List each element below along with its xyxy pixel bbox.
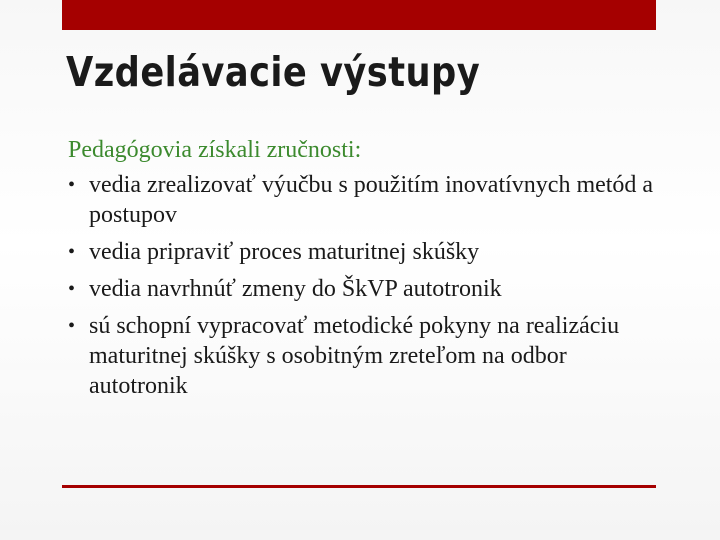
bullet-icon: • bbox=[68, 241, 76, 263]
subheading: Pedagógovia získali zručnosti: bbox=[68, 137, 362, 163]
list-item bbox=[68, 237, 668, 267]
list-item bbox=[68, 311, 668, 401]
slide-title: Vzdelávacie výstupy bbox=[66, 48, 481, 96]
top-accent-bar bbox=[62, 0, 656, 30]
bullet-list bbox=[68, 170, 668, 401]
bullet-icon: • bbox=[68, 315, 76, 337]
slide-content bbox=[68, 132, 668, 408]
bullet-icon: • bbox=[68, 278, 76, 300]
list-item-text: vedia pripraviť proces maturitnej skúšky bbox=[89, 239, 480, 265]
list-item-text: vedia navrhnúť zmeny do ŠkVP autotronik bbox=[89, 276, 502, 302]
list-item bbox=[68, 170, 668, 230]
bottom-divider-line bbox=[62, 485, 656, 488]
list-item bbox=[68, 274, 668, 304]
list-item-text: sú schopní vypracovať metodické pokyny na realizáciu maturitnej skúšky s osobitným zreteľom na odbor autotronik bbox=[89, 313, 620, 399]
bullet-icon: • bbox=[68, 174, 76, 196]
list-item-text: vedia zrealizovať výučbu s použitím inovatívnych metód a postupov bbox=[89, 172, 654, 228]
